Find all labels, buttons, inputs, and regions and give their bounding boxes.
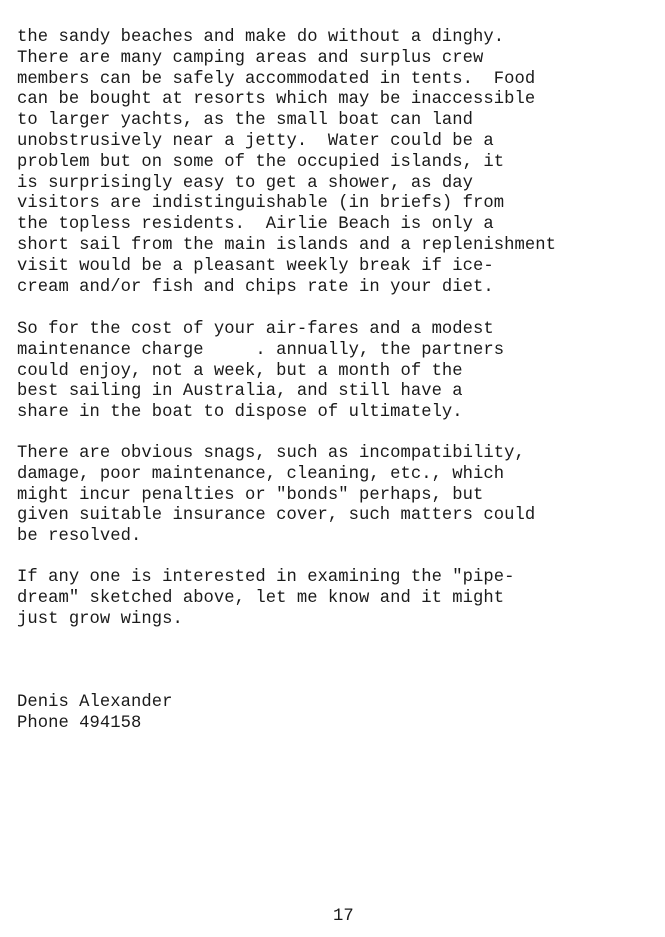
- paragraph-3: [17, 444, 665, 548]
- text-line: cream and/or fish and chips rate in your diet.: [17, 277, 494, 297]
- author-name: Denis Alexander: [17, 693, 173, 712]
- text-line: best sailing in Australia, and still have a: [17, 382, 463, 402]
- text-line: can be bought at resorts which may be inaccessible: [17, 90, 536, 110]
- text-line: share in the boat to dispose of ultimately.: [17, 403, 463, 423]
- text-line: members can be safely accommodated in tents. Food: [17, 69, 536, 89]
- text-line: short sail from the main islands and a replenishment: [17, 235, 556, 255]
- text-line: the topless residents. Airlie Beach is only a: [17, 215, 494, 235]
- text-line: There are many camping areas and surplus crew: [17, 48, 484, 68]
- text-line: to larger yachts, as the small boat can land: [17, 111, 474, 131]
- page-number: 17: [333, 907, 354, 926]
- text-line: be resolved.: [17, 527, 142, 547]
- text-line: dream" sketched above, let me know and it might: [17, 588, 505, 608]
- text-line: There are obvious snags, such as incompatibility,: [17, 444, 525, 463]
- signature-block: [17, 693, 665, 735]
- text-line: could enjoy, not a week, but a month of the: [17, 361, 463, 381]
- text-line: maintenance charge . annually, the partners: [17, 340, 505, 360]
- text-line: unobstrusively near a jetty. Water could be a: [17, 131, 494, 151]
- text-line: is surprisingly easy to get a shower, as day: [17, 173, 474, 193]
- paragraph-2: [17, 320, 665, 424]
- text-line: damage, poor maintenance, cleaning, etc., which: [17, 464, 505, 484]
- text-line: visit would be a pleasant weekly break if ice-: [17, 256, 494, 276]
- paragraph-4: [17, 568, 665, 630]
- text-line: If any one is interested in examining the "pipe-: [17, 568, 515, 587]
- text-line: the sandy beaches and make do without a dinghy.: [17, 28, 505, 47]
- text-line: So for the cost of your air-fares and a modest: [17, 320, 494, 339]
- text-line: visitors are indistinguishable (in briefs) from: [17, 194, 505, 214]
- text-line: given suitable insurance cover, such matters could: [17, 506, 536, 526]
- text-line: problem but on some of the occupied islands, it: [17, 152, 505, 172]
- author-phone: Phone 494158: [17, 713, 142, 733]
- paragraph-1: [17, 28, 665, 298]
- text-line: just grow wings.: [17, 609, 183, 629]
- text-line: might incur penalties or "bonds" perhaps, but: [17, 485, 484, 505]
